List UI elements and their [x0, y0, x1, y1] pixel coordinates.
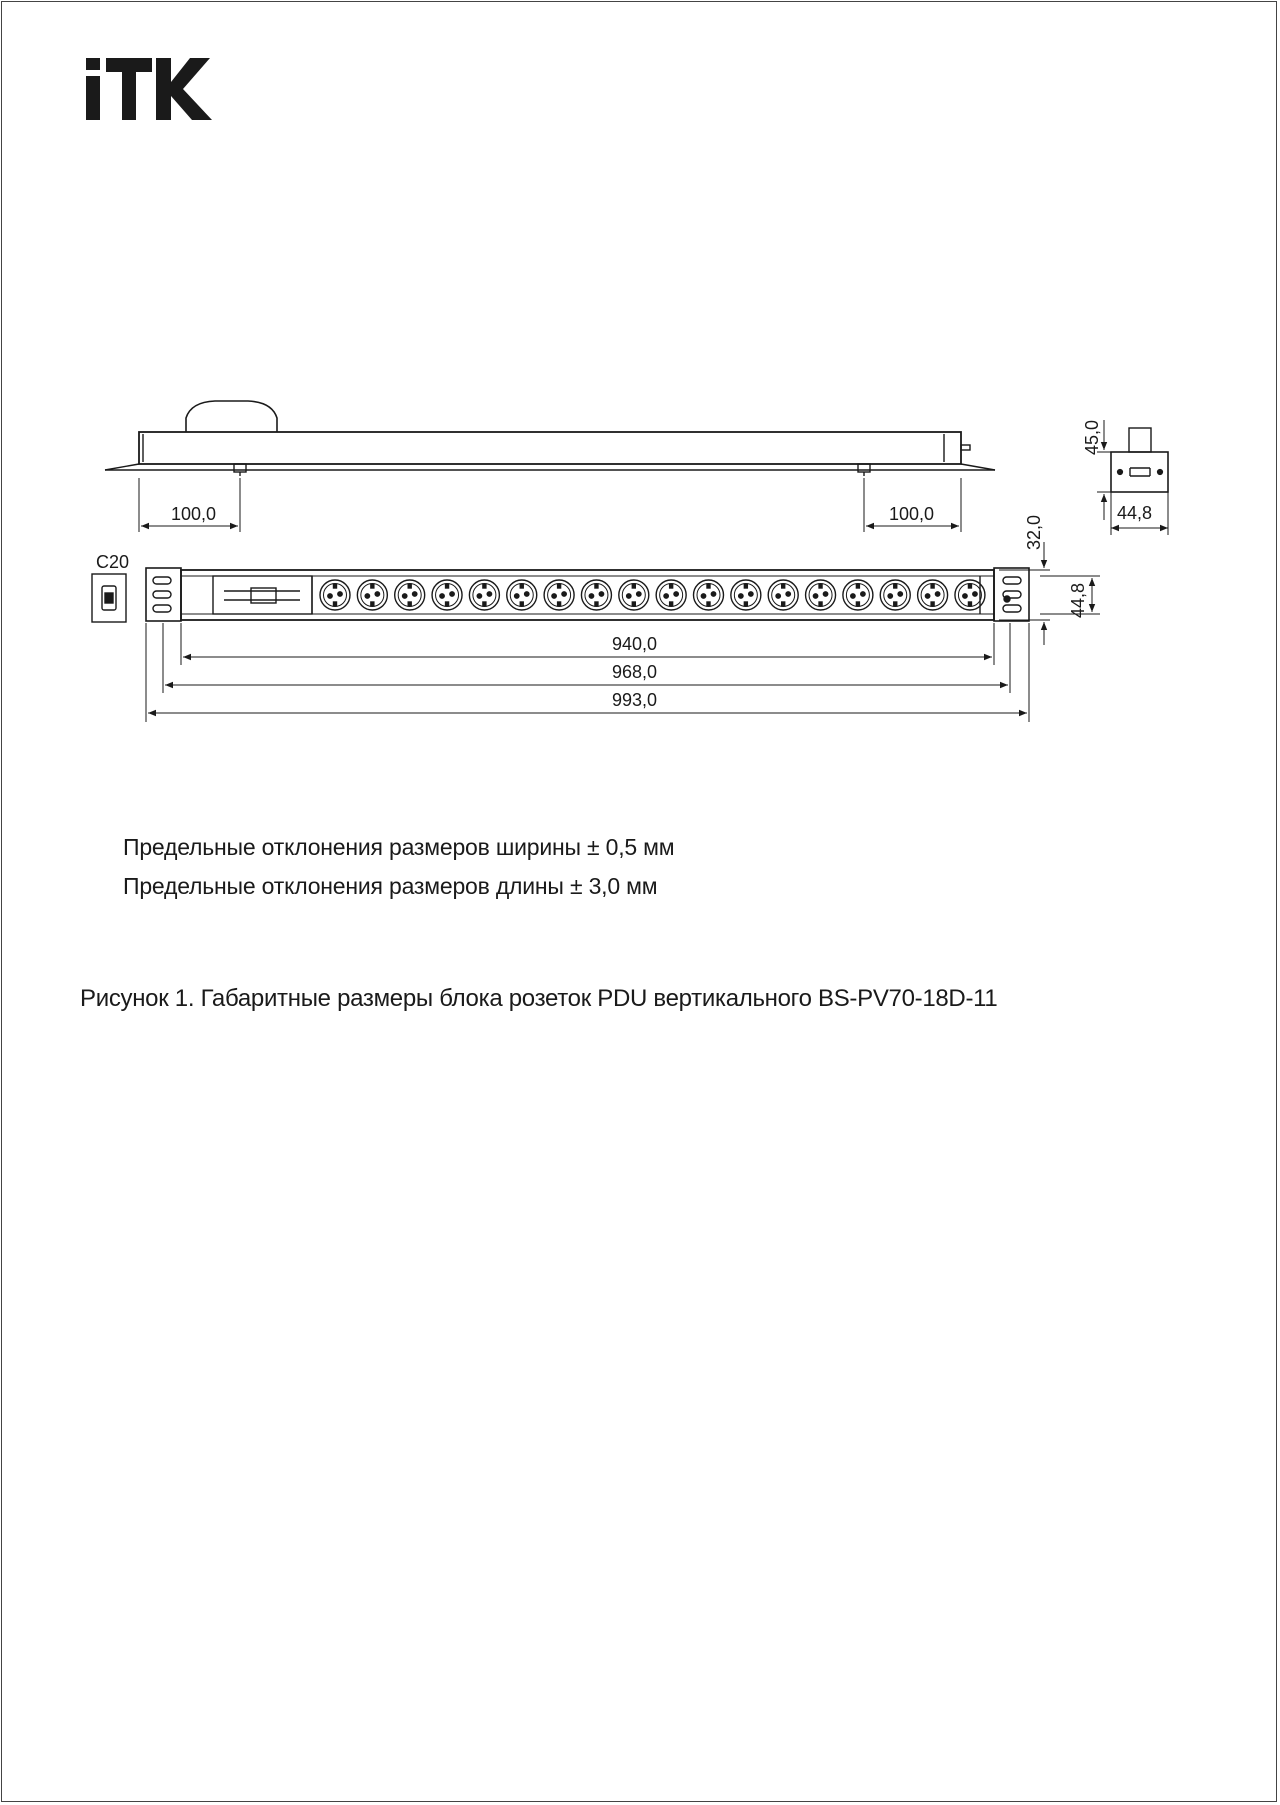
tolerance-note-length: Предельные отклонения размеров длины ± 3,0 мм: [123, 873, 658, 899]
outlet-socket: [581, 580, 611, 610]
outlet-socket: [432, 580, 462, 610]
dim-right-offset: 100,0: [889, 504, 935, 524]
outlet-socket: [469, 580, 499, 610]
length-dims: [146, 623, 1029, 722]
pdu-top-view: [105, 401, 995, 532]
outlet-socket: [357, 580, 387, 610]
connector-label: C20: [96, 552, 130, 572]
tolerance-note-width: Предельные отклонения размеров ширины ± 0,5 мм: [123, 834, 675, 860]
outlet-socket: [507, 580, 537, 610]
dim-left-offset: 100,0: [171, 504, 217, 524]
figure-caption: Рисунок 1. Габаритные размеры блока розеток PDU вертикального BS-PV70-18D-11: [80, 985, 998, 1012]
pdu-front-view: [92, 568, 1029, 622]
dim-993: 993,0: [612, 690, 658, 710]
outlet-socket: [880, 580, 910, 610]
pdu-dimension-drawing: [0, 0, 1280, 760]
outlet-socket: [731, 580, 761, 610]
outlets-group: [320, 580, 985, 610]
outlet-socket: [694, 580, 724, 610]
outlet-socket: [843, 580, 873, 610]
outlet-socket: [806, 580, 836, 610]
outlet-socket: [656, 580, 686, 610]
dim-side-width: 44,8: [1117, 503, 1153, 523]
dim-940: 940,0: [612, 634, 658, 654]
dim-side-height: 45,0: [1082, 419, 1102, 455]
dim-968: 968,0: [612, 662, 658, 682]
dim-depth-top: 32,0: [1024, 514, 1044, 550]
dim-height: 44,8: [1068, 582, 1088, 618]
outlet-socket: [918, 580, 948, 610]
outlet-socket: [320, 580, 350, 610]
outlet-socket: [544, 580, 574, 610]
outlet-socket: [619, 580, 649, 610]
outlet-socket: [395, 580, 425, 610]
outlet-socket: [768, 580, 798, 610]
